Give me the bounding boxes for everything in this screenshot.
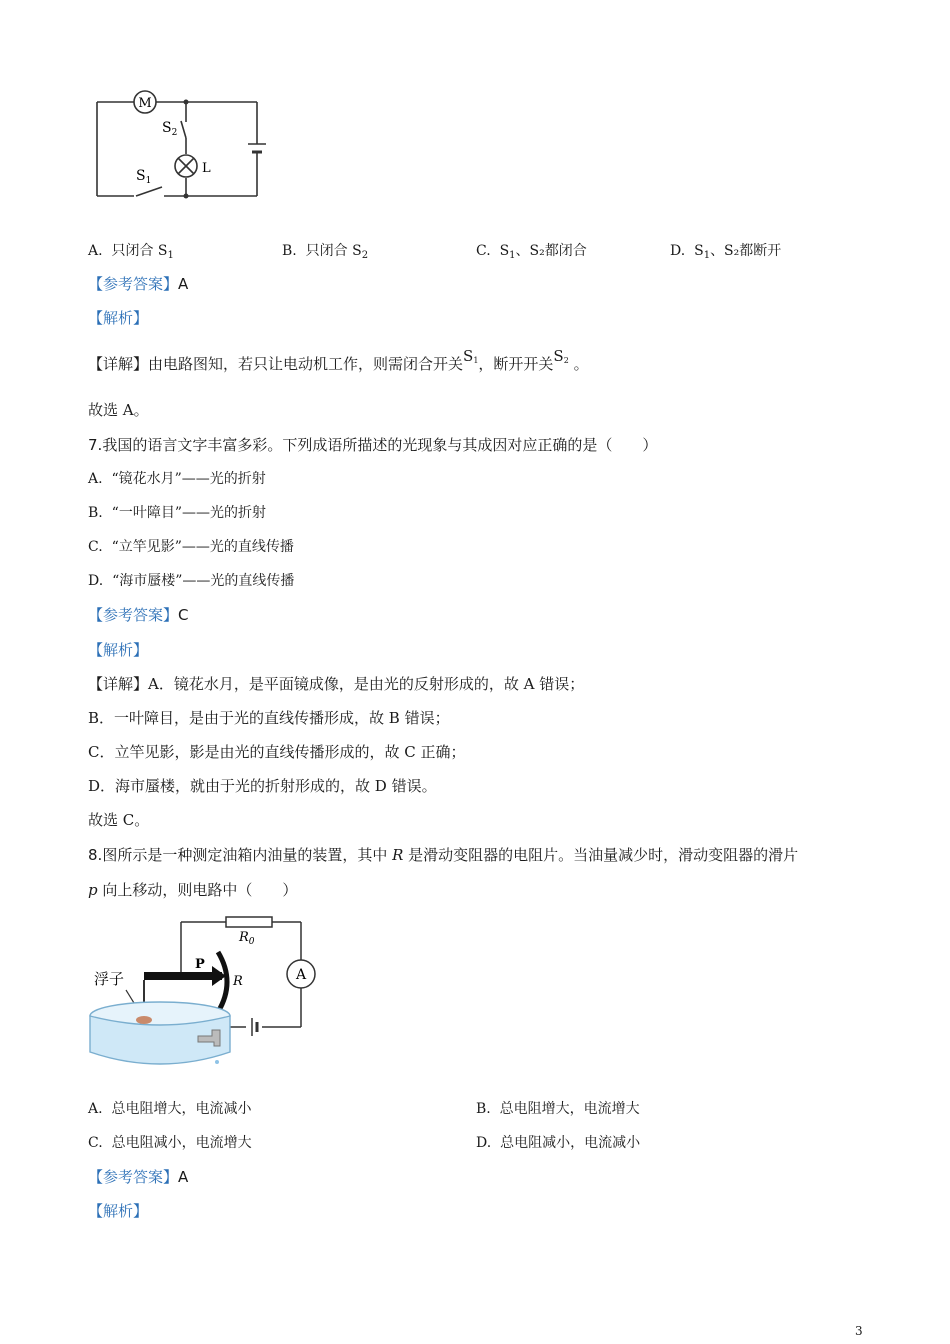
q8-answer: 【参考答案】A bbox=[88, 1168, 189, 1186]
q7-answer: 【参考答案】C bbox=[88, 606, 189, 624]
q6-option-a: A. 只闭合 $S_1$ bbox=[88, 243, 174, 261]
q8-stem-line1: 8.图所示是一种测定油箱内油量的装置，其中 R 是滑动变阻器的电阻片。当油量减少时，滑动变阻器的滑片 bbox=[88, 846, 799, 864]
q8-stem-line2: p 向上移动，则电路中（ ） bbox=[88, 881, 298, 899]
rheostat-arc bbox=[218, 952, 227, 1012]
q8-option-c: C. 总电阻减小，电流增大 bbox=[88, 1135, 252, 1151]
q7-detail-4: D．海市蜃楼，就由于光的折射形成的，故 D 错误。 bbox=[88, 777, 437, 795]
ammeter-label: A bbox=[295, 967, 307, 983]
s2-label: $S_2$ bbox=[162, 120, 178, 138]
r0-resistor bbox=[226, 917, 272, 927]
q7-detail-2: B．一叶障目，是由于光的直线传播形成，故 B 错误； bbox=[88, 709, 450, 727]
lamp-label: L bbox=[202, 161, 211, 176]
lever-arm bbox=[144, 972, 222, 980]
q6-option-b: B. 只闭合 $S_2$ bbox=[282, 243, 369, 261]
q6-option-d: D. $S_1$、S₂都断开 bbox=[670, 243, 782, 261]
q7-conclusion: 故选 C。 bbox=[88, 811, 150, 829]
float-label: 浮子 bbox=[94, 970, 125, 988]
r0-label: $R_0$ bbox=[239, 930, 255, 947]
q7-option-a: A. “镜花水月”——光的折射 bbox=[88, 471, 266, 487]
motor-label: M bbox=[138, 96, 152, 111]
q7-option-d: D. “海市蜃楼”——光的直线传播 bbox=[88, 573, 295, 589]
q7-detail-3: C．立竿见影，影是由光的直线传播形成的，故 C 正确； bbox=[88, 743, 466, 761]
q8-analysis-label: 【解析】 bbox=[88, 1202, 149, 1220]
q7-option-b: B. “一叶障目”——光的折射 bbox=[88, 505, 266, 521]
q8-option-b: B. 总电阻增大，电流增大 bbox=[476, 1101, 640, 1117]
q6-answer: 【参考答案】A bbox=[88, 275, 189, 293]
q7-option-c: C. “立竿见影”——光的直线传播 bbox=[88, 539, 294, 555]
s1-label: $S_1$ bbox=[136, 168, 152, 186]
q6-conclusion: 故选 A。 bbox=[88, 401, 149, 419]
q8-option-a: A. 总电阻增大，电流减小 bbox=[88, 1101, 252, 1117]
float bbox=[136, 1016, 152, 1024]
q6-detail: 【详解】由电路图知，若只让电动机工作，则需闭合开关$S_1$，断开开关$S_2$ 。 bbox=[88, 347, 589, 373]
q7-stem: 7.我国的语言文字丰富多彩。下列成语所描述的光现象与其成因对应正确的是（ ） bbox=[88, 436, 658, 454]
circuit-figure-q6 bbox=[92, 86, 272, 206]
page-number: 3 bbox=[855, 1324, 863, 1338]
q6-option-c: C. $S_1$、S₂都闭合 bbox=[476, 243, 587, 261]
q7-analysis-label: 【解析】 bbox=[88, 641, 149, 659]
q6-analysis-label: 【解析】 bbox=[88, 309, 149, 327]
q7-detail-1: 【详解】A．镜花水月，是平面镜成像，是由光的反射形成的，故 A 错误； bbox=[88, 675, 585, 693]
q8-option-d: D. 总电阻减小，电流减小 bbox=[476, 1135, 641, 1151]
oil-gauge-figure-q8 bbox=[86, 912, 326, 1072]
slider-label: P bbox=[195, 957, 205, 972]
r-label: R bbox=[233, 974, 243, 989]
